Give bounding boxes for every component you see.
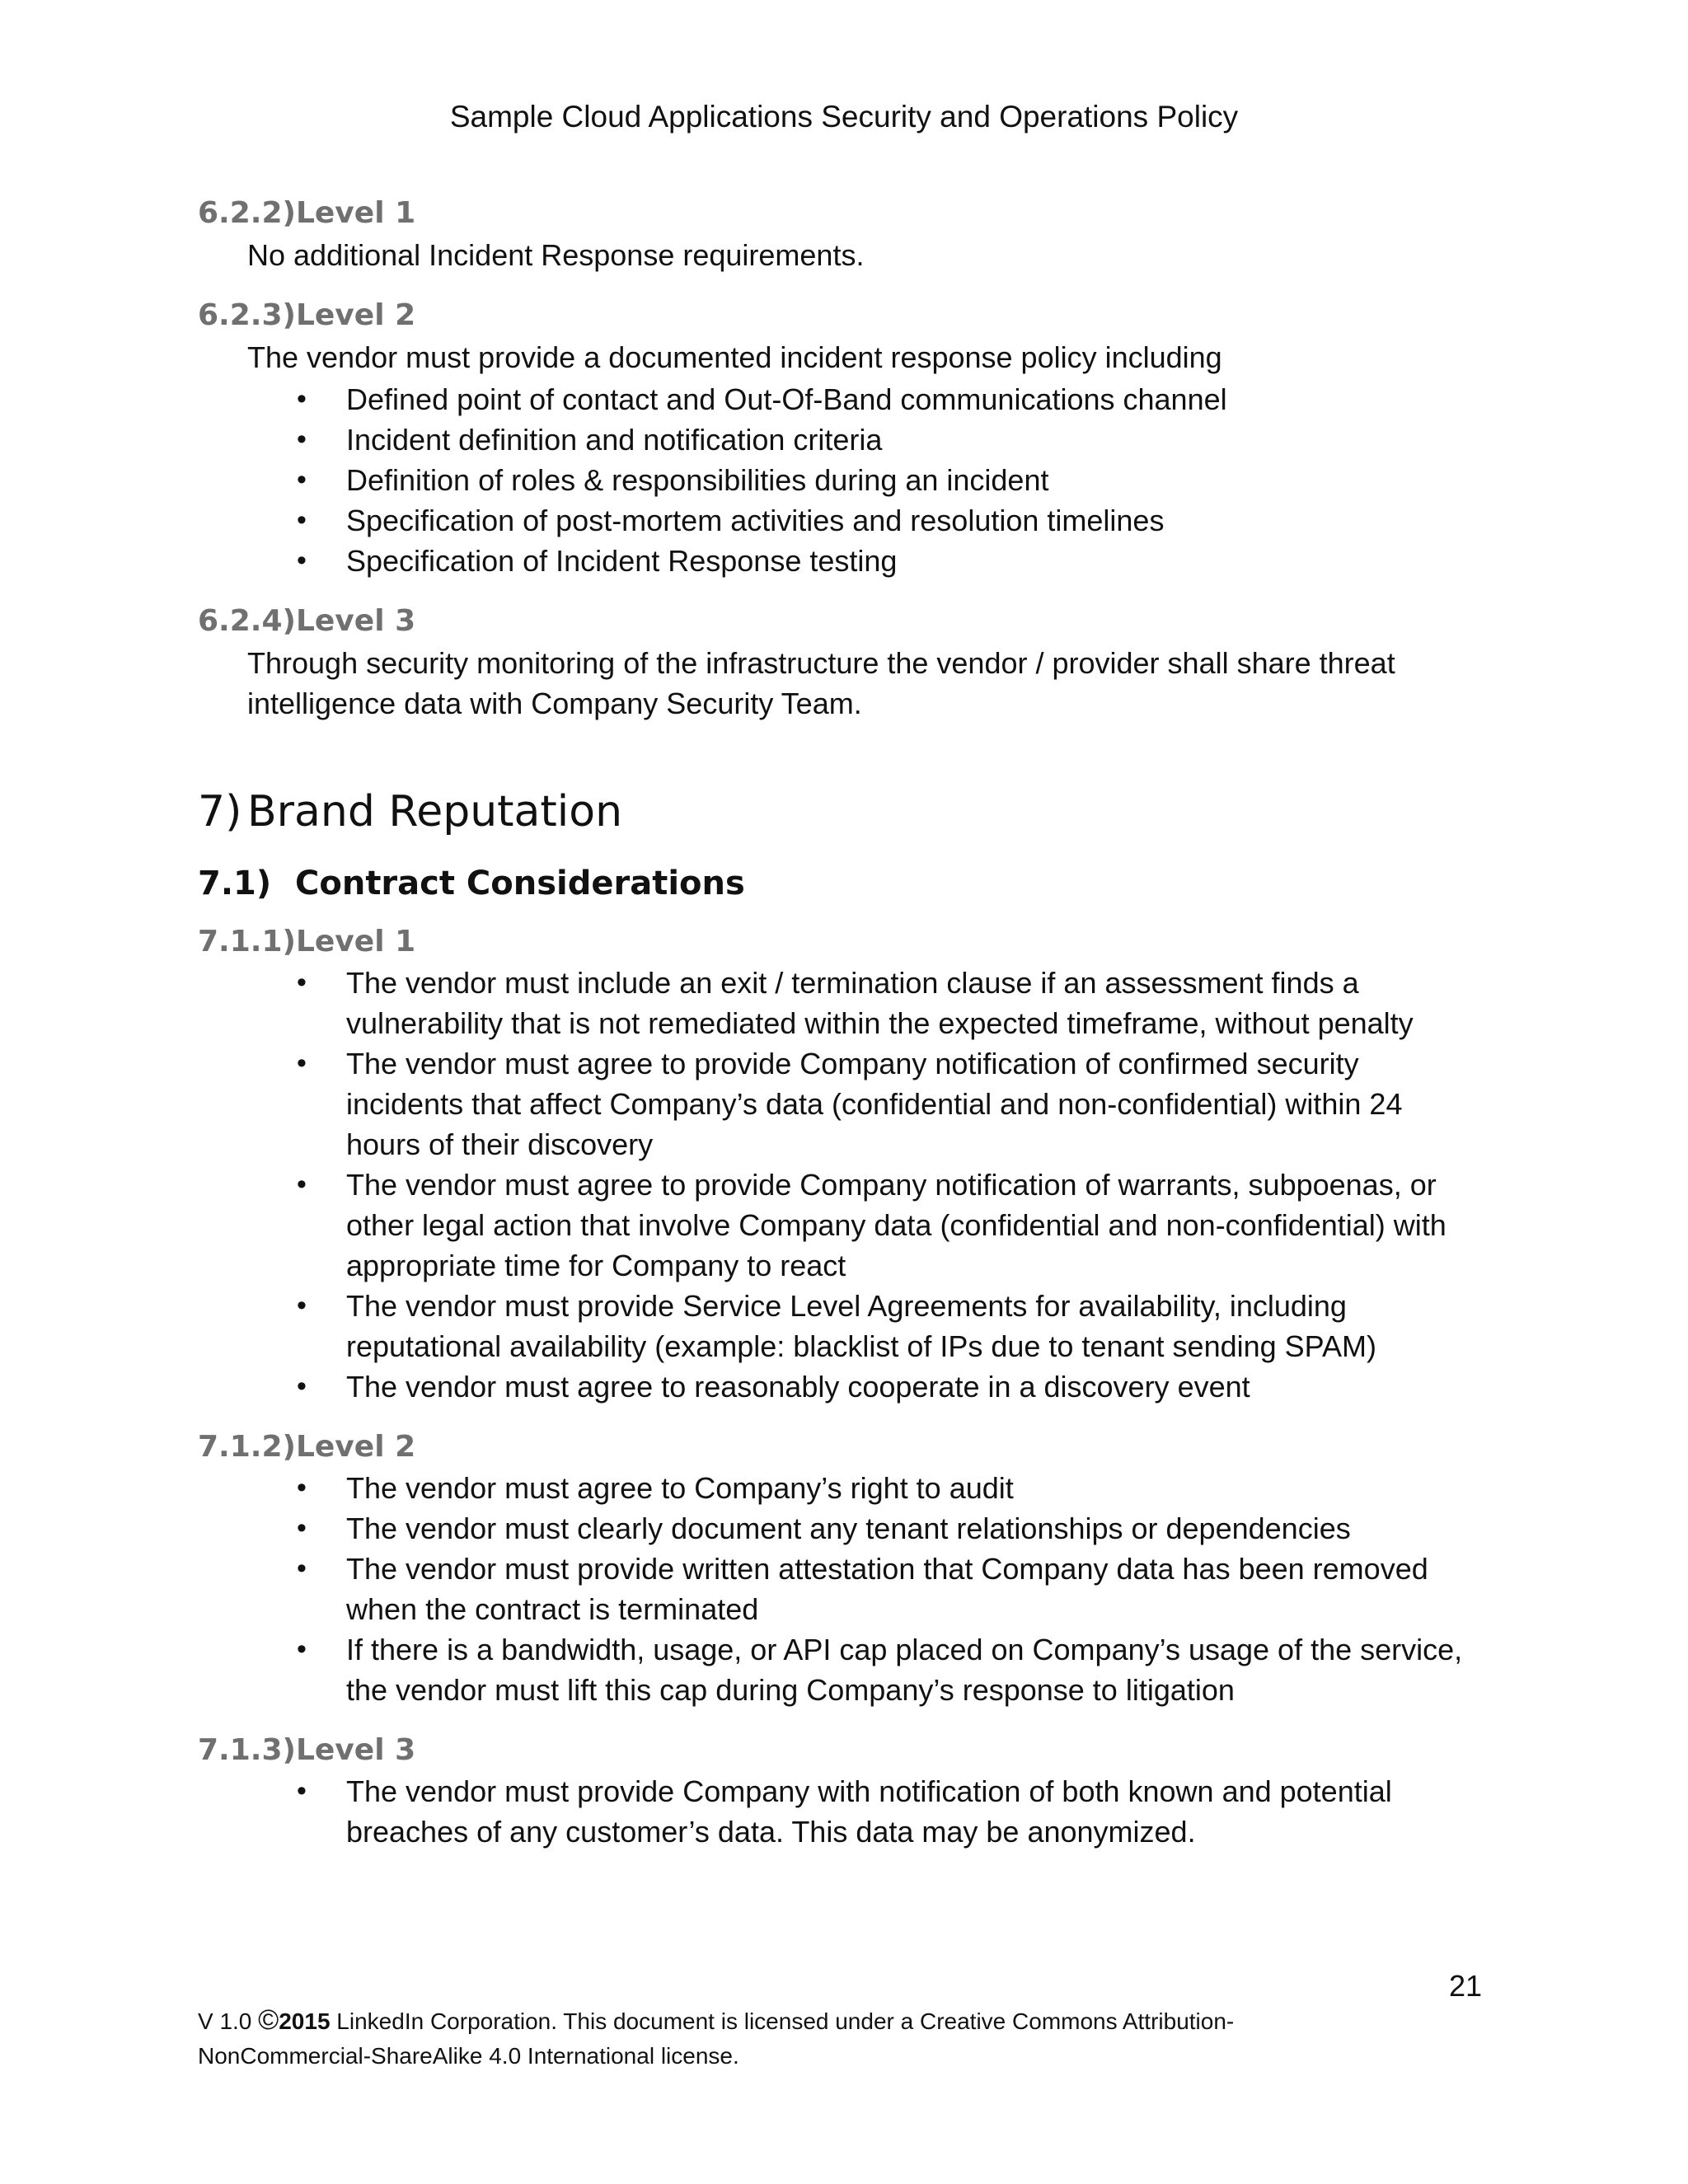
section-heading-6-2-2 xyxy=(198,194,1517,232)
list-item: • The vendor must provide Service Level Agreements for availability, including reputational availability (example: blacklist of IPs due to tenant sending SPAM) xyxy=(198,1286,1484,1366)
bullet-icon: • xyxy=(297,967,307,998)
section-number: 6.2.4) xyxy=(198,604,296,638)
bullet-icon: • xyxy=(297,504,307,536)
license-text-line2: NonCommercial-ShareAlike 4.0 International license. xyxy=(198,2043,739,2069)
bullet-icon: • xyxy=(297,545,307,576)
list-item: • Definition of roles & responsibilities during an incident xyxy=(198,460,1517,500)
document-body xyxy=(198,194,1517,1852)
bullet-icon: • xyxy=(297,1775,307,1807)
page-number: 21 xyxy=(1448,1969,1482,2003)
section-number: 6.2.3) xyxy=(198,298,296,332)
list-item: • The vendor must agree to Company’s right to audit xyxy=(198,1468,1484,1508)
bullet-icon: • xyxy=(297,424,307,455)
page-header: Sample Cloud Applications Security and Operations Policy xyxy=(449,100,1239,134)
section-title: Level 1 xyxy=(295,196,416,230)
bullet-list-7-1-1 xyxy=(198,963,1484,1407)
section-heading-6-2-3 xyxy=(198,297,1517,335)
section-heading-7-1-1 xyxy=(198,923,1517,961)
section-title: Level 1 xyxy=(295,925,416,958)
license-footer xyxy=(198,2003,1434,2074)
list-item: • The vendor must provide written attestation that Company data has been removed when the contract is terminated xyxy=(198,1549,1484,1629)
list-item: • The vendor must agree to reasonably cooperate in a discovery event xyxy=(198,1366,1484,1407)
list-item: • Specification of post-mortem activities and resolution timelines xyxy=(198,500,1517,541)
version-label: V 1.0 xyxy=(198,2008,259,2034)
section-number: 7.1.1) xyxy=(198,925,296,958)
bullet-list-6-2-3 xyxy=(198,379,1517,581)
section-text: No additional Incident Response requirements. xyxy=(247,238,865,272)
list-item: • The vendor must clearly document any tenant relationships or dependencies xyxy=(198,1508,1484,1549)
section-heading-7-1-3 xyxy=(198,1732,1517,1769)
section-text: Through security monitoring of the infrastructure the vendor / provider shall share threat intelligence data with Company Security Team. xyxy=(247,646,1395,720)
bullet-icon: • xyxy=(297,1633,307,1665)
section-title: Level 3 xyxy=(295,1733,416,1767)
chapter-title: Brand Reputation xyxy=(247,787,623,837)
section-heading-7-1 xyxy=(198,862,1517,905)
list-item: • The vendor must include an exit / termination clause if an assessment finds a vulnerability that is not remediated within the expected timeframe, without penalty xyxy=(198,963,1484,1043)
section-title: Level 2 xyxy=(295,1430,416,1464)
chapter-heading-7 xyxy=(198,785,1517,839)
bullet-icon: • xyxy=(297,1047,307,1079)
bullet-list-7-1-2 xyxy=(198,1468,1484,1710)
section-number: 7.1.2) xyxy=(198,1430,296,1464)
bullet-icon: • xyxy=(297,1553,307,1584)
section-number: 6.2.2) xyxy=(198,196,296,230)
copyright-symbol: © xyxy=(258,2004,279,2036)
list-item: • The vendor must agree to provide Company notification of confirmed security incidents that affect Company’s data (confidential and non-confidential) within 24 hours of their discovery xyxy=(198,1043,1484,1165)
section-title: Level 2 xyxy=(295,298,416,332)
section-number: 7.1.3) xyxy=(198,1733,296,1767)
section-text: The vendor must provide a documented incident response policy including xyxy=(247,340,1222,374)
bullet-icon: • xyxy=(297,1512,307,1544)
bullet-icon: • xyxy=(297,1290,307,1321)
license-text-line1: LinkedIn Corporation. This document is licensed under a Creative Commons Attribution- xyxy=(330,2008,1235,2034)
bullet-icon: • xyxy=(297,383,307,415)
bullet-icon: • xyxy=(297,1169,307,1200)
bullet-icon: • xyxy=(297,1472,307,1503)
list-item: • Incident definition and notification criteria xyxy=(198,419,1517,460)
chapter-number: 7) xyxy=(198,787,242,837)
bullet-icon: • xyxy=(297,464,307,495)
list-item: • If there is a bandwidth, usage, or API cap placed on Company’s usage of the service, the vendor must lift this cap during Company’s response to litigation xyxy=(198,1629,1484,1710)
section-title: Contract Considerations xyxy=(295,865,745,902)
bullet-icon: • xyxy=(297,1371,307,1402)
list-item: • Defined point of contact and Out-Of-Band communications channel xyxy=(198,379,1517,419)
section-heading-6-2-4 xyxy=(198,602,1517,640)
list-item: • Specification of Incident Response testing xyxy=(198,541,1517,581)
list-item: • The vendor must agree to provide Company notification of warrants, subpoenas, or other legal action that involve Company data (confidential and non-confidential) with appropriate time for Company to react xyxy=(198,1165,1484,1286)
section-title: Level 3 xyxy=(295,604,416,638)
section-number: 7.1) xyxy=(198,865,272,902)
copyright-year: 2015 xyxy=(279,2008,331,2034)
section-heading-7-1-2 xyxy=(198,1428,1517,1466)
bullet-list-7-1-3 xyxy=(198,1771,1484,1852)
list-item: • The vendor must provide Company with notification of both known and potential breaches of any customer’s data. This data may be anonymized. xyxy=(198,1771,1484,1852)
